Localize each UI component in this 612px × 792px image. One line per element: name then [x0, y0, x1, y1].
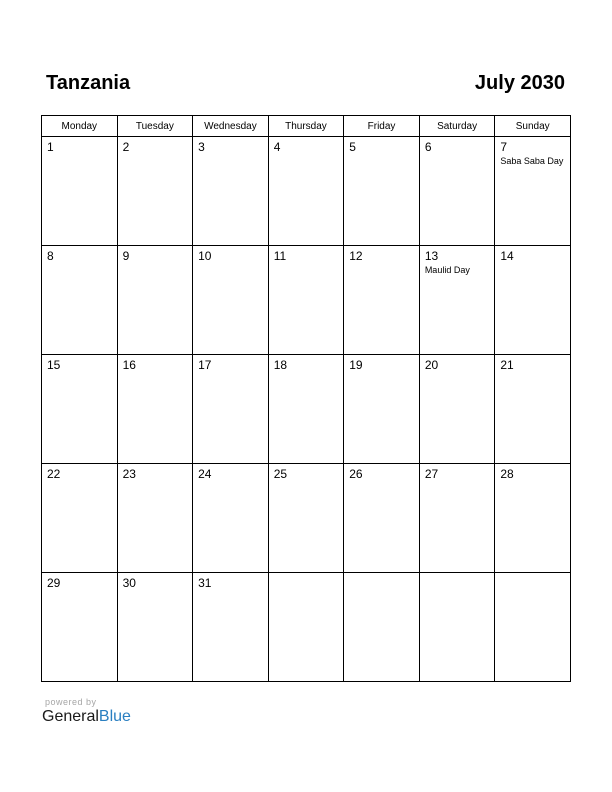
day-number: 23	[122, 467, 136, 481]
day-cell	[193, 137, 269, 246]
day-number: 28	[500, 467, 514, 481]
day-cell	[268, 137, 344, 246]
day-cell	[344, 464, 420, 573]
day-number: 19	[349, 358, 363, 372]
week-row	[42, 355, 571, 464]
day-number: 7	[500, 140, 508, 154]
week-row	[42, 137, 571, 246]
brand-part-blue: Blue	[98, 708, 131, 725]
day-number: 5	[349, 140, 356, 154]
day-cell	[42, 246, 118, 355]
day-cell	[344, 355, 420, 464]
day-cell	[268, 464, 344, 573]
day-cell	[268, 355, 344, 464]
day-number: 17	[198, 358, 212, 372]
weekday-header: Monday	[42, 116, 118, 137]
day-number: 21	[500, 358, 514, 372]
weekday-header-row	[42, 116, 571, 137]
day-number: 31	[198, 576, 212, 590]
day-cell	[495, 137, 571, 246]
day-number: 22	[47, 467, 61, 481]
day-cell	[495, 355, 571, 464]
day-cell	[344, 246, 420, 355]
month-year-title: July 2030	[474, 72, 565, 94]
day-cell	[419, 355, 495, 464]
day-cell	[495, 464, 571, 573]
day-number: 12	[349, 249, 363, 263]
day-cell	[117, 246, 193, 355]
day-number: 30	[122, 576, 136, 590]
day-number: 25	[273, 467, 288, 481]
day-cell	[268, 573, 344, 682]
day-cell	[344, 137, 420, 246]
day-number: 15	[47, 358, 61, 372]
day-number: 2	[122, 140, 130, 154]
calendar-grid	[41, 115, 571, 682]
weekday-header: Tuesday	[117, 116, 193, 137]
day-cell	[42, 573, 118, 682]
day-cell	[419, 137, 495, 246]
country-title: Tanzania	[46, 72, 131, 94]
day-number: 10	[198, 249, 212, 263]
day-number: 26	[349, 467, 363, 481]
weekday-header: Saturday	[419, 116, 495, 137]
weekday-header: Sunday	[495, 116, 571, 137]
generalblue-logo[interactable]	[42, 708, 131, 726]
day-cell	[495, 573, 571, 682]
weekday-header: Friday	[344, 116, 420, 137]
day-cell	[344, 573, 420, 682]
weekday-header: Wednesday	[193, 116, 269, 137]
day-cell	[117, 573, 193, 682]
brand-part-general: General	[42, 708, 99, 725]
day-cell	[495, 246, 571, 355]
day-number: 3	[198, 140, 205, 154]
day-cell	[117, 355, 193, 464]
weekday-header: Thursday	[268, 116, 344, 137]
day-cell	[117, 464, 193, 573]
holiday-label: Maulid Day	[424, 265, 470, 275]
day-cell	[268, 246, 344, 355]
day-number: 27	[424, 467, 439, 481]
week-row	[42, 246, 571, 355]
day-cell	[419, 573, 495, 682]
day-number: 18	[273, 358, 288, 372]
week-row	[42, 464, 571, 573]
powered-by-text: powered by	[45, 697, 97, 707]
day-number: 20	[424, 358, 439, 372]
day-number: 11	[273, 249, 287, 263]
day-number: 29	[47, 576, 61, 590]
day-cell	[42, 464, 118, 573]
day-number: 8	[47, 249, 54, 263]
day-cell	[42, 137, 118, 246]
day-number: 9	[122, 249, 130, 263]
day-number: 4	[273, 140, 281, 154]
day-cell	[42, 355, 118, 464]
day-number: 14	[500, 249, 514, 263]
day-cell	[193, 464, 269, 573]
day-number: 13	[424, 249, 439, 263]
day-cell	[117, 137, 193, 246]
day-cell	[419, 246, 495, 355]
day-number: 24	[198, 467, 212, 481]
day-cell	[419, 464, 495, 573]
holiday-label: Saba Saba Day	[500, 156, 564, 166]
week-row	[42, 573, 571, 682]
day-cell	[193, 355, 269, 464]
day-cell	[193, 246, 269, 355]
day-number: 6	[424, 140, 432, 154]
day-number: 16	[122, 358, 136, 372]
day-number: 1	[47, 140, 54, 154]
day-cell	[193, 573, 269, 682]
